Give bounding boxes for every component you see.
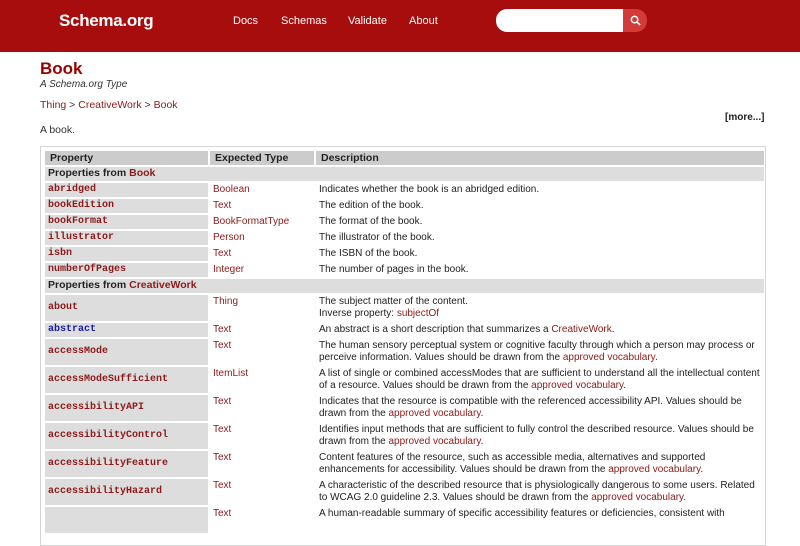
property-description: The human sensory perceptual system or cognitive faculty through which a person may process or perceive information. Values should be drawn from the approved vocabulary. [319,340,755,363]
table-row [45,231,764,245]
expected-type[interactable]: ItemList [213,368,249,379]
table-row [45,507,764,533]
table-header-row [45,151,764,165]
property-description: Indicates whether the book is an abridged edition. [319,184,540,195]
section-heading: Properties from CreativeWork [45,279,764,293]
nav-about[interactable]: About [409,15,438,27]
table-row [45,423,764,449]
description-link[interactable]: CreativeWork [551,324,612,335]
property-description: The subject matter of the content. Inverse property: subjectOf [319,296,468,319]
description-link[interactable]: approved vocabulary [608,463,701,475]
expected-type[interactable]: Boolean [213,184,250,195]
property-name[interactable]: isbn [45,247,208,261]
description-link[interactable]: approved vocabulary [388,407,481,419]
expected-type[interactable]: Text [213,508,232,519]
top-navbar [0,0,800,52]
property-name[interactable]: bookEdition [45,199,208,213]
property-name[interactable]: accessibilityFeature [45,451,208,477]
property-name[interactable]: abridged [45,183,208,197]
header-description: Description [316,151,764,165]
property-name[interactable]: accessMode [45,339,208,365]
property-description: The number of pages in the book. [319,264,469,275]
header-property: Property [45,151,208,165]
properties-table [43,149,766,535]
table-row [45,323,764,337]
section-row-creativework [45,279,764,293]
property-description: A characteristic of the described resource that is physiologically dangerous to some users. Related to WCAG 2.0 guideline 2.3. Values should be drawn from the approved vocabulary. [319,480,755,503]
section-row-book [45,167,764,181]
property-description: Identifies input methods that are sufficient to fully control the described resource. Values should be drawn from the approved vocabulary. [319,424,754,447]
property-description: The illustrator of the book. [319,232,435,243]
table-row [45,367,764,393]
property-name[interactable]: abstract [45,323,208,337]
page-title: Book [40,59,83,78]
inverse-property-link[interactable]: subjectOf [396,307,440,319]
search-form [496,9,647,32]
expected-type[interactable]: Integer [213,264,245,275]
expected-type[interactable]: Thing [213,296,239,307]
property-description: The ISBN of the book. [319,248,418,259]
more-link[interactable]: [more...] [725,112,765,123]
property-name[interactable]: numberOfPages [45,263,208,277]
property-name[interactable]: accessibilityHazard [45,479,208,505]
breadcrumb-creativework[interactable]: CreativeWork [78,99,142,111]
property-description: Content features of the resource, such as accessible media, alternatives and supported enhancements for accessibility. Values should be drawn from the approved vocabulary. [319,452,706,475]
table-row [45,295,764,321]
section-type-link[interactable]: CreativeWork [129,279,197,292]
property-name[interactable]: about [45,295,208,321]
property-description: A list of single or combined accessModes that are sufficient to understand all the intellectual content of a resource. Values should be drawn from the approved vocabulary. [319,368,760,391]
description-link[interactable]: approved vocabulary [591,491,684,503]
page-subtitle: A Schema.org Type [40,79,128,90]
table-row [45,215,764,229]
search-input[interactable] [496,9,625,32]
property-name[interactable]: bookFormat [45,215,208,229]
property-description: An abstract is a short description that summarizes a CreativeWork. [319,324,615,335]
table-row [45,395,764,421]
expected-type[interactable]: Text [213,396,232,407]
site-logo[interactable]: Schema.org [59,11,154,30]
description-link[interactable]: approved vocabulary [562,351,655,363]
section-heading: Properties from Book [45,167,764,181]
expected-type[interactable]: BookFormatType [213,216,290,227]
description-link[interactable]: approved vocabulary [531,379,624,391]
table-row [45,199,764,213]
property-description: A human-readable summary of specific accessibility features or deficiencies, consistent with [319,508,725,519]
property-name[interactable] [45,507,208,533]
property-description: Indicates that the resource is compatible with the referenced accessibility API. Values should be drawn from the approved vocabulary. [319,396,742,419]
table-row [45,479,764,505]
search-button[interactable] [623,9,647,32]
type-description: A book. [40,124,76,136]
table-row [45,183,764,197]
description-link[interactable]: approved vocabulary [388,435,481,447]
table-row [45,263,764,277]
header-expected-type: Expected Type [210,151,314,165]
property-description: The edition of the book. [319,200,424,211]
breadcrumb [40,99,178,111]
breadcrumb-separator: > [141,99,154,111]
expected-type[interactable]: Text [213,340,232,351]
table-row [45,247,764,261]
expected-type[interactable]: Text [213,424,232,435]
breadcrumb-thing[interactable]: Thing [40,99,67,111]
expected-type[interactable]: Text [213,480,232,491]
property-name[interactable]: accessibilityAPI [45,395,208,421]
table-row [45,339,764,365]
nav-docs[interactable]: Docs [233,15,259,27]
expected-type[interactable]: Text [213,452,232,463]
property-name[interactable]: accessibilityControl [45,423,208,449]
nav-schemas[interactable]: Schemas [281,15,327,27]
expected-type[interactable]: Text [213,324,232,335]
property-name[interactable]: illustrator [45,231,208,245]
properties-table-container [40,146,766,546]
breadcrumb-separator: > [66,99,79,111]
table-row [45,451,764,477]
expected-type[interactable]: Text [213,248,232,259]
property-description: The format of the book. [319,216,423,227]
expected-type[interactable]: Text [213,200,232,211]
search-icon [630,15,641,26]
breadcrumb-book[interactable]: Book [153,99,178,111]
section-type-link[interactable]: Book [129,167,156,180]
expected-type[interactable]: Person [213,232,245,243]
property-name[interactable]: accessModeSufficient [45,367,208,393]
nav-validate[interactable]: Validate [348,15,387,27]
